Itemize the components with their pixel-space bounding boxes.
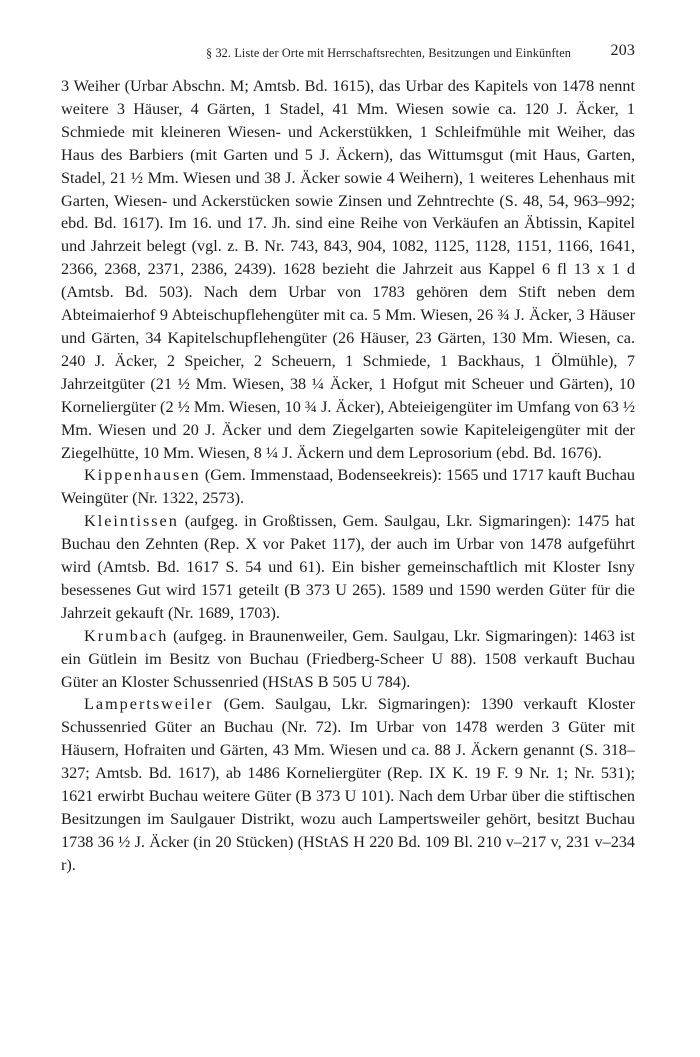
entry-text: (Gem. Saulgau, Lkr. Sigmaringen): 1390 verkauft Kloster Schussenried Güter an Buchau (Nr. 72). Im Urbar von 1478 werden 3 Güter mit Häusern, Hofraiten und Gärten, 43 Mm. Wiesen und ca. 88 J. Äckern genannt (S. 318–327; Amtsb. Bd. 1617), ab 1486 Korneliergüter (Rep. IX K. 19 F. 9 Nr. 1; Nr. 531); 1621 erwirbt Buchau weitere Güter (B 373 U 101). Nach dem Urbar über die stiftischen Besitzungen im Saulgauer Distrikt, wozu auch Lampertsweiler gehört, besitzt Buchau 1738 36 ½ J. Äcker (in 20 Stücken) (HStAS H 220 Bd. 109 Bl. 210 v–217 v, 231 v–234 r). — [61, 695, 635, 874]
page-header — [61, 42, 635, 66]
intro-paragraph: 3 Weiher (Urbar Abschn. M; Amtsb. Bd. 1615), das Urbar des Kapitels von 1478 nennt weitere 3 Häuser, 4 Gärten, 1 Stadel, 41 Mm. Wiesen sowie ca. 120 J. Äcker, 1 Schmiede mit kleineren Wiesen- und Ackerstükken, 1 Schleifmühle mit Weiher, das Haus des Barbiers (mit Garten und 5 J. Äckern), das Wittumsgut (mit Haus, Garten, Stadel, 21 ½ Mm. Wiesen und 38 J. Äcker sowie 4 Weihern), 1 weiteres Lehenhaus mit Garten, Wiesen- und Ackerstücken sowie Zinsen und Zehntrechte (S. 48, 54, 963–992; ebd. Bd. 1617). Im 16. und 17. Jh. sind eine Reihe von Verkäufen an Äbtissin, Kapitel und Jahrzeit belegt (vgl. z. B. Nr. 743, 843, 904, 1082, 1125, 1128, 1151, 1166, 1641, 2366, 2368, 2371, 2386, 2439). 1628 bezieht die Jahrzeit aus Kappel 6 fl 13 x 1 d (Amtsb. Bd. 503). Nach dem Urbar von 1783 gehören dem Stift neben dem Abteimaierhof 9 Abteischupflehengüter mit ca. 5 Mm. Wiesen, 26 ¾ J. Äcker, 3 Häuser und Gärten, 34 Kapitelschupflehengüter (26 Häuser, 23 Gärten, 130 Mm. Wiesen, ca. 240 J. Äcker, 2 Speicher, 2 Scheuern, 1 Schmiede, 1 Backhaus, 1 Ölmühle), 7 Jahrzeitgüter (21 ½ Mm. Wiesen, 38 ¼ Äcker, 1 Hofgut mit Scheuer und Gärten), 10 Korneliergüter (2 ½ Mm. Wiesen, 10 ¾ J. Äcker), Abteieigengüter im Umfang von 63 ½ Mm. Wiesen und 20 J. Äcker und dem Ziegelgarten sowie Kapiteleigengüter mit der Ziegelhütte, 10 Mm. Wiesen, 8 ¼ J. Äckern und dem Leprosorium (ebd. Bd. 1676). — [61, 77, 635, 462]
entry-lampertsweiler — [61, 693, 635, 876]
place-name: Lampertsweiler — [84, 695, 214, 714]
running-title: § 32. Liste der Orte mit Herrschaftsrechten, Besitzungen und Einkünften — [206, 46, 571, 60]
entry-text: (aufgeg. in Großtissen, Gem. Saulgau, Lkr. Sigmaringen): 1475 hat Buchau den Zehnten (Rep. X vor Paket 117), der auch im Urbar von 1478 aufgeführt wird (Amtsb. Bd. 1617 S. 54 und 61). Ein bisher gemeinschaftlich mit Kloster Isny besessenes Gut wird 1571 geteilt (B 373 U 265). 1589 und 1590 werden Güter für die Jahrzeit gekauft (Nr. 1689, 1703). — [61, 512, 635, 622]
entry-text: (Gem. Immenstaad, Bodenseekreis): 1565 und 1717 kauft Buchau Weingüter (Nr. 1322, 2573). — [61, 466, 635, 508]
page-number: 203 — [610, 42, 635, 59]
place-name: Krumbach — [84, 626, 169, 645]
place-name: Kleintissen — [84, 512, 179, 531]
document-page — [61, 42, 635, 877]
body-text — [61, 75, 635, 877]
place-name: Kippenhausen — [84, 466, 201, 485]
entry-text: (aufgeg. in Braunenweiler, Gem. Saulgau, Lkr. Sigmaringen): 1463 ist ein Gütlein im Besitz von Buchau (Friedberg-Scheer U 88). 1508 verkauft Buchau Güter an Kloster Schussenried (HStAS B 505 U 784). — [61, 626, 635, 691]
entry-krumbach — [61, 625, 635, 694]
entry-kleintissen — [61, 510, 635, 625]
entry-kippenhausen — [61, 464, 635, 510]
